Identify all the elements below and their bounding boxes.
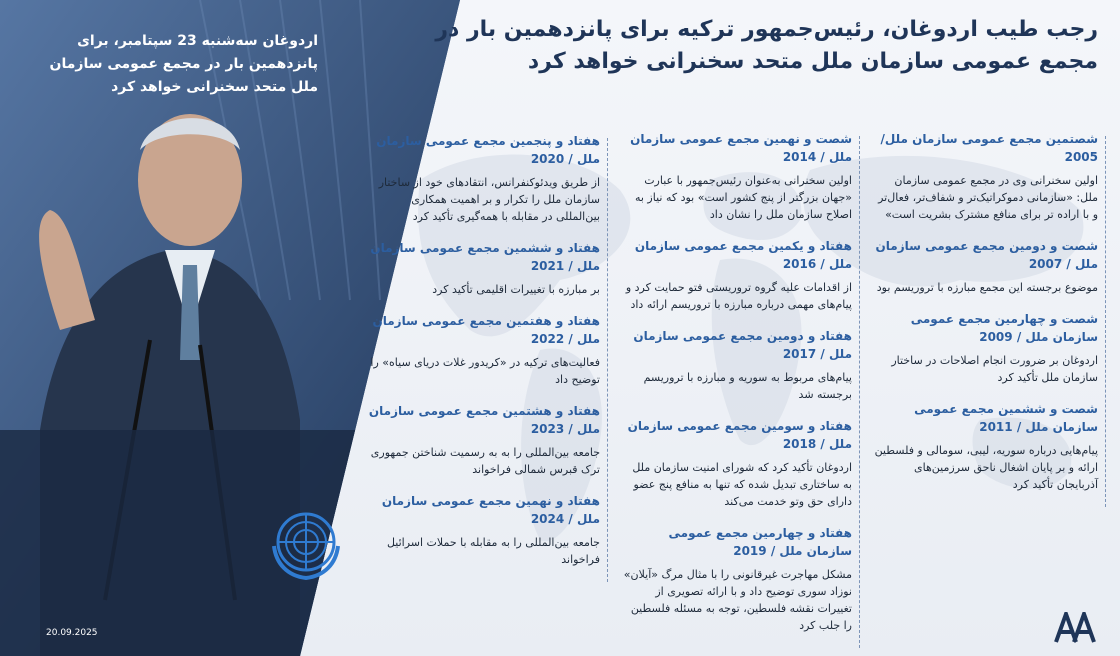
timeline-entry bbox=[872, 310, 1098, 386]
entry-heading: شصت و نهمین مجمع عمومی سازمان ملل / 2014 bbox=[630, 132, 852, 164]
entry-body: پیام‌هایی درباره سوریه، لیبی، سومالی و فلسطین ارائه و بر پایان اشغال ناحق سرزمین‌های آذربایجان تأکید کرد bbox=[874, 444, 1098, 491]
timeline-entry bbox=[620, 417, 852, 510]
entry-body: مشکل مهاجرت غیرقانونی را با مثال مرگ «آیلان» نوزاد سوری توضیح داد و با ارائه تصویری از تغییرات نقشه فلسطین، توجه به مسئله فلسطین را جلب کرد bbox=[623, 568, 852, 632]
entry-body: فعالیت‌های ترکیه در «کریدور غلات دریای سیاه» را توضیح داد bbox=[370, 356, 600, 386]
aa-logo-icon bbox=[1054, 612, 1096, 644]
timeline-entry bbox=[368, 132, 600, 225]
timeline-column-2 bbox=[620, 130, 852, 648]
entry-body: موضوع برجسته این مجمع مبارزه با تروریسم بود bbox=[876, 281, 1098, 294]
entry-body: جامعه بین‌المللی را به مقابله با حملات اسرائیل فراخواند bbox=[386, 536, 600, 566]
entry-heading: هفتاد و هفتمین مجمع عمومی سازمان ملل / 2022 bbox=[372, 314, 600, 346]
entry-heading: هفتاد و چهارمین مجمع عمومی سازمان ملل / 2019 bbox=[668, 526, 852, 558]
entry-heading: هفتاد و هشتمین مجمع عمومی سازمان ملل / 2023 bbox=[368, 404, 600, 436]
entry-body: اولین سخنرانی به‌عنوان رئیس‌جمهور با عبارت «جهان بزرگتر از پنج کشور است» بود که نیاز به اصلاح سازمان ملل را نشان داد bbox=[634, 174, 852, 221]
timeline-entry bbox=[872, 237, 1098, 296]
entry-heading: شصت و ششمین مجمع عمومی سازمان ملل / 2011 bbox=[914, 402, 1098, 434]
timeline-column-1 bbox=[872, 130, 1098, 507]
entry-body: از اقدامات علیه گروه تروریستی فتو حمایت کرد و پیام‌های مهمی درباره مبارزه با تروریسم ارائه داد bbox=[625, 281, 852, 311]
entry-body: اردوغان تأکید کرد که شورای امنیت سازمان ملل به ساختاری تبدیل شده که تنها به منافع پنج عضو دارای حق وتو خدمت می‌کند bbox=[632, 461, 852, 508]
entry-body: بر مبارزه با تغییرات اقلیمی تأکید کرد bbox=[432, 283, 600, 296]
un-emblem-icon bbox=[266, 502, 346, 582]
timeline-entry bbox=[620, 524, 852, 634]
timeline-column-3 bbox=[368, 132, 600, 582]
entry-heading: هفتاد و پنجمین مجمع عمومی سازمان ملل / 2020 bbox=[376, 134, 600, 166]
timeline-entry bbox=[368, 239, 600, 298]
timeline-entry bbox=[620, 237, 852, 313]
entry-heading: شصتمین مجمع عمومی سازمان ملل/ 2005 bbox=[880, 132, 1098, 164]
entry-heading: هفتاد و دومین مجمع عمومی سازمان ملل / 2017 bbox=[633, 329, 852, 361]
entry-body: از طریق ویدئوکنفرانس، انتقادهای خود از ساختار سازمان ملل را تکرار و بر اهمیت همکاری بین‌المللی در مقابله با همه‌گیری تأکید کرد bbox=[378, 176, 600, 223]
entry-heading: هفتاد و سومین مجمع عمومی سازمان ملل / 2018 bbox=[627, 419, 852, 451]
entry-body: اردوغان بر ضرورت انجام اصلاحات در ساختار سازمان ملل تأکید کرد bbox=[891, 354, 1098, 384]
entry-heading: هفتاد و نهمین مجمع عمومی سازمان ملل / 2024 bbox=[381, 494, 600, 526]
timeline-entry bbox=[620, 130, 852, 223]
timeline-entry bbox=[620, 327, 852, 403]
entry-heading: هفتاد و یکمین مجمع عمومی سازمان ملل / 2016 bbox=[634, 239, 852, 271]
timeline-entry bbox=[368, 402, 600, 478]
publish-date: 20.09.2025 bbox=[46, 628, 98, 638]
entry-body: پیام‌های مربوط به سوریه و مبارزه با تروریسم برجسته شد bbox=[643, 371, 852, 401]
timeline-entry bbox=[368, 312, 600, 388]
timeline-entry bbox=[872, 400, 1098, 493]
entry-body: جامعه بین‌المللی را به به رسمیت شناختن جمهوری ترک قبرس شمالی فراخواند bbox=[370, 446, 600, 476]
timeline-entry bbox=[872, 130, 1098, 223]
page-title: رجب طیب اردوغان، رئیس‌جمهور ترکیه برای پانزدهمین بار در مجمع عمومی سازمان ملل متحد سخنرانی خواهد کرد bbox=[435, 17, 1098, 74]
entry-heading: هفتاد و ششمین مجمع عمومی سازمان ملل / 2021 bbox=[370, 241, 600, 273]
timeline-entry bbox=[368, 492, 600, 568]
entry-body: اولین سخنرانی وی در مجمع عمومی سازمان ملل: «سازمانی دموکراتیک‌تر و شفاف‌تر، فعال‌تر و با اراده تر برای منافع مشترک بشریت است» bbox=[878, 174, 1098, 221]
entry-heading: شصت و چهارمین مجمع عمومی سازمان ملل / 2009 bbox=[910, 312, 1098, 344]
entry-heading: شصت و دومین مجمع عمومی سازمان ملل / 2007 bbox=[875, 239, 1098, 271]
intro-text: اردوغان سه‌شنبه 23 سپتامبر، برای پانزدهمین بار در مجمع عمومی سازمان ملل متحد سخنرانی خواهد کرد bbox=[49, 33, 318, 95]
